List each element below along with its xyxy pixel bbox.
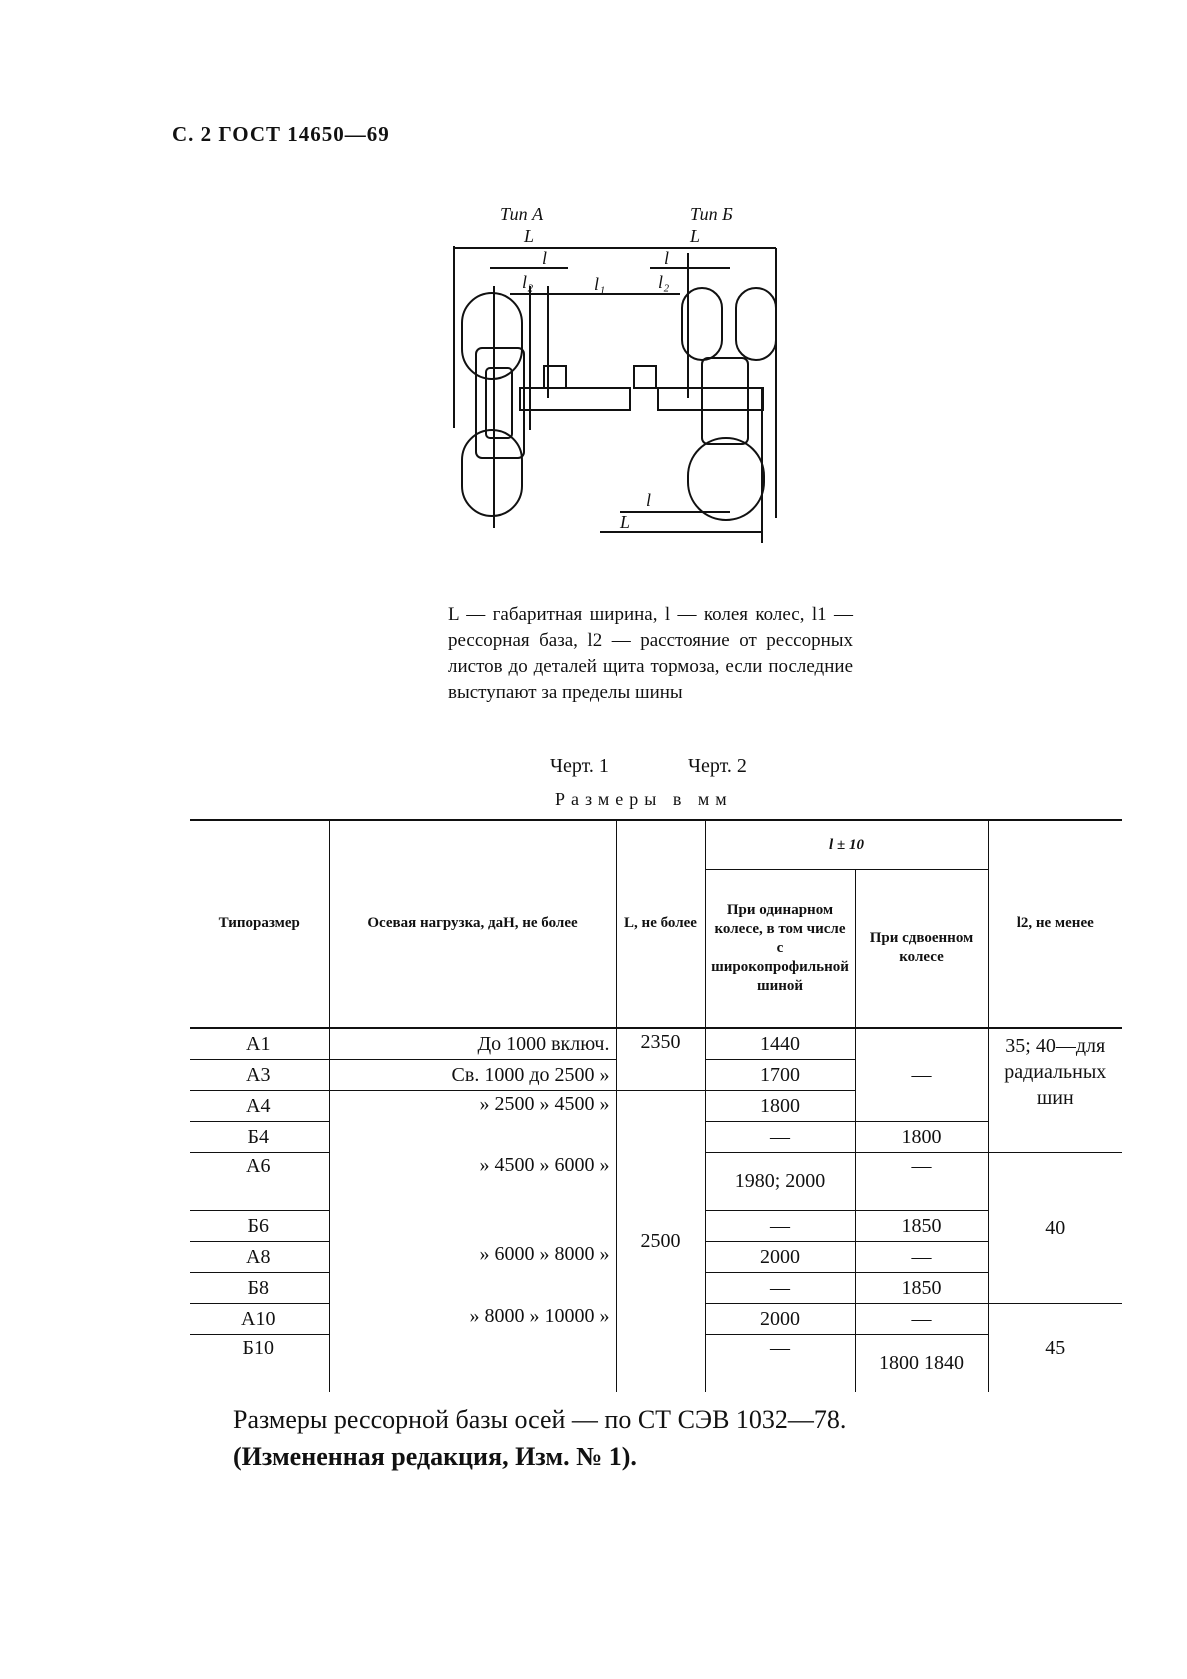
type-cell: А1 (190, 1028, 329, 1060)
load-cell: Св. 1000 до 2500 » (329, 1059, 616, 1090)
single-cell: 2000 (705, 1241, 855, 1272)
header-dual-wheel: При сдвоенном колесе (855, 870, 988, 1028)
wheel-b-top-outer (736, 288, 776, 360)
footer-amendment: (Измененная редакция, Изм. № 1). (233, 1442, 637, 1471)
dual-cell: 1850 (855, 1272, 988, 1303)
header-type: Типоразмер (190, 820, 329, 1028)
wheel-a-bottom (462, 430, 522, 516)
dual-cell: — (855, 1241, 988, 1272)
dual-cell: 1800 1840 (855, 1334, 988, 1392)
label-l2-a: l₂ (522, 272, 534, 292)
dual-cell: — (855, 1152, 988, 1210)
header-load: Осевая нагрузка, даН, не более (329, 820, 616, 1028)
type-cell: Б6 (190, 1210, 329, 1241)
label-l-a: l (542, 248, 548, 268)
single-cell: 1440 (705, 1028, 855, 1060)
dual-cell: 1800 (855, 1121, 988, 1152)
wheel-a-top (462, 293, 522, 379)
label-L-bottom: L (620, 512, 631, 532)
single-cell: — (705, 1334, 855, 1392)
single-cell: — (705, 1272, 855, 1303)
type-cell: Б8 (190, 1272, 329, 1303)
single-cell: 1700 (705, 1059, 855, 1090)
dimensions-table (190, 819, 1122, 1392)
header-track-group: l ± 10 (705, 820, 988, 870)
dual-cell: 1850 (855, 1210, 988, 1241)
header-single-wheel: При одинарном колесе, в том числе с широкопрофильной шиной (705, 870, 855, 1028)
label-L-top-b: L (690, 226, 701, 246)
load-cell: » 2500 » 4500 » (329, 1090, 616, 1152)
label-L-top-a: L (524, 226, 535, 246)
dimensions-label: Размеры в мм (555, 789, 733, 809)
page-header: С. 2 ГОСТ 14650—69 (172, 122, 390, 146)
type-cell: Б4 (190, 1121, 329, 1152)
type-cell: А6 (190, 1152, 329, 1210)
single-cell: 1800 (705, 1090, 855, 1121)
wheel-b-bottom (688, 438, 764, 520)
label-l-b: l (664, 248, 670, 268)
single-cell: 1980; 2000 (705, 1152, 855, 1210)
load-cell: До 1000 включ. (329, 1028, 616, 1060)
label-type-b: Тип Б (690, 204, 733, 224)
type-cell: А8 (190, 1241, 329, 1272)
table-row (190, 1028, 1122, 1060)
type-cell: А10 (190, 1303, 329, 1334)
load-cell: » 6000 » 8000 » (329, 1241, 616, 1303)
figure-1-label: Черт. 1 (550, 755, 609, 777)
label-l2-b: l₂ (658, 272, 670, 292)
label-type-a: Тип А (500, 204, 544, 224)
dual-cell: — (855, 1303, 988, 1334)
dual-cell: — (855, 1028, 988, 1122)
label-l1: l₁ (594, 274, 606, 294)
single-cell: 2000 (705, 1303, 855, 1334)
l2-cell: 45 (988, 1303, 1122, 1392)
single-cell: — (705, 1210, 855, 1241)
type-cell: Б10 (190, 1334, 329, 1392)
axle (520, 388, 630, 410)
l2-cell: 35; 40—для радиальных шин (988, 1028, 1122, 1153)
header-L: L, не более (616, 820, 705, 1028)
figure-caption: L — габаритная ширина, l — колея колес, l1 — рессорная база, l2 — расстояние от рессорных листов до деталей щита тормоза, если последние выступают за пределы шины (448, 604, 853, 703)
label-l-bottom: l (646, 490, 652, 510)
axle-drawing (440, 198, 820, 598)
load-cell: » 4500 » 6000 » (329, 1152, 616, 1241)
footer-note: Размеры рессорной базы осей — по СТ СЭВ 1032—78. (233, 1405, 847, 1434)
figure-2-label: Черт. 2 (688, 755, 747, 777)
header-l2: l2, не менее (988, 820, 1122, 1028)
L-cell: 2500 (616, 1090, 705, 1392)
type-cell: А3 (190, 1059, 329, 1090)
L-cell: 2350 (616, 1028, 705, 1091)
load-cell: » 8000 » 10000 » (329, 1303, 616, 1392)
type-cell: А4 (190, 1090, 329, 1121)
single-cell: — (705, 1121, 855, 1152)
l2-cell: 40 (988, 1152, 1122, 1303)
